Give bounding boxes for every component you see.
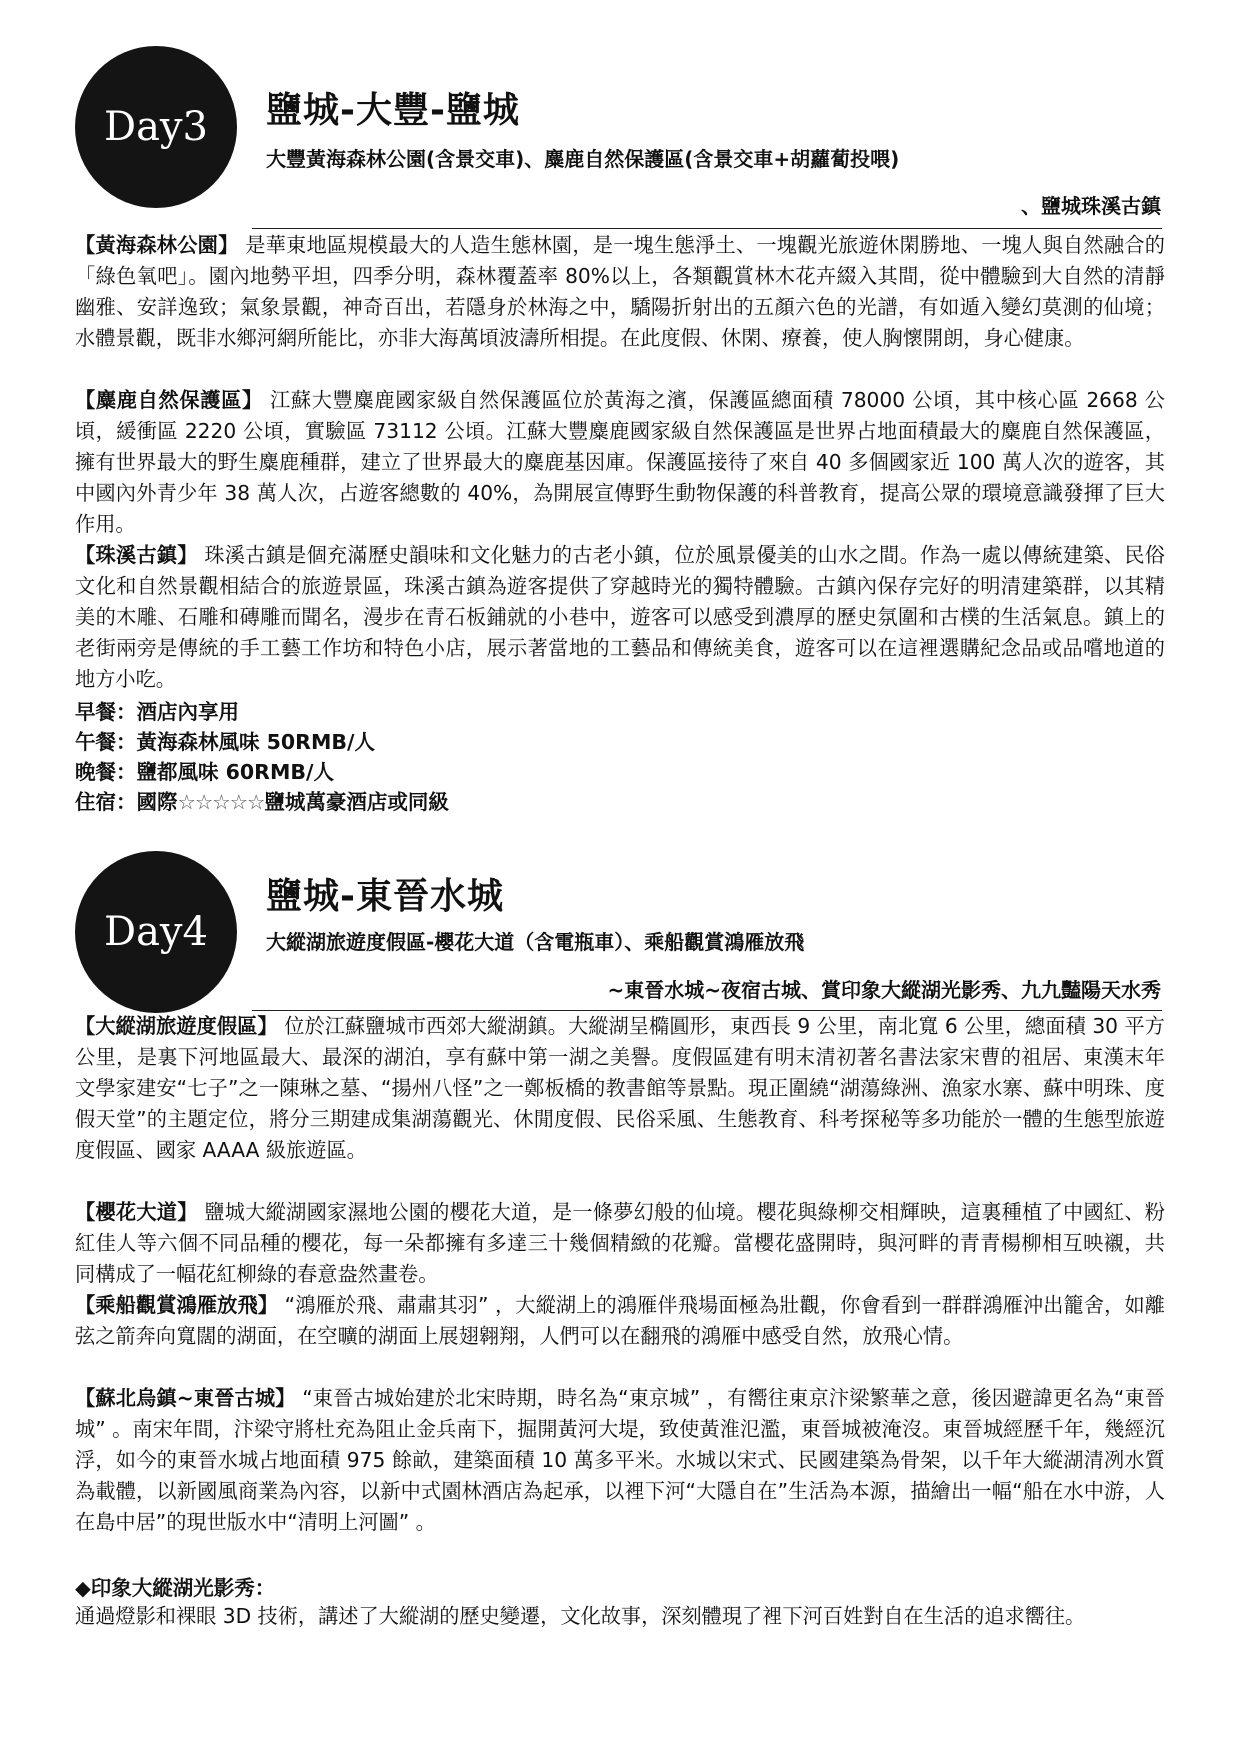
day4-section-sakura bbox=[75, 1197, 1165, 1290]
lodging-prefix: 住宿：國際 bbox=[75, 790, 178, 814]
section-text: “東晉古城始建於北宋時期，時名為“東京城” ，有嚮往東京汴梁繁華之意，後因避諱更名為“東晉城” 。南宋年間，汴梁守將杜充為阻止金兵南下，掘開黃河大堤，致使黃淮氾濫，東晉城被淹沒。東晉城經歷千年，幾經沉浮，如今的東晉水城占地面積 975 餘畝，建築面積 10 萬多平米。水城以宋式、民國建築為骨架，以千年大縱湖清冽水質為載體，以新國風商業為內容，以新中式園林酒店為起承，以裡下河“大隱自在”生活為本源，描繪出一幅“船在水中游，人在島中居”的現世版水中“清明上河圖” 。 bbox=[75, 1386, 1165, 1534]
day3-section-zhuxi bbox=[75, 540, 1165, 695]
day4-section-dongjin bbox=[75, 1383, 1165, 1538]
day3-subtitle-line1: 大豐黃海森林公園(含景交車)、麋鹿自然保護區(含景交車+胡蘿蔔投喂) bbox=[266, 147, 900, 171]
day3-dinner: 晚餐：鹽都風味 60RMB/人 bbox=[75, 760, 334, 784]
section-heading: 【蘇北烏鎮~東晉古城】 bbox=[75, 1386, 296, 1410]
day3-divider bbox=[252, 228, 1162, 229]
day4-show-text: 通過燈影和裸眼 3D 技術，講述了大縱湖的歷史變遷，文化故事，深刻體現了裡下河百姓對自在生活的追求嚮往。 bbox=[75, 1604, 1086, 1628]
section-text: 江蘇大豐麋鹿國家級自然保護區位於黃海之濱，保護區總面積 78000 公頃，其中核心區 2668 公頃，緩衝區 2220 公頃，實驗區 73112 公頃。江蘇大豐麋鹿國家級自然保護區是世界占地面積最大的麋鹿自然保護區，擁有世界最大的野生麋鹿種群，建立了世界最大的麋鹿基因庫。保護區接待了來自 40 多個國家近 100 萬人次的遊客，其中國內外青少年 38 萬人次，占遊客總數的 40%，為開展宣傳野生動物保護的科普教育，提高公眾的環境意識發揮了巨大作用。 bbox=[75, 388, 1165, 536]
day3-section-forest bbox=[75, 230, 1165, 354]
section-text: “鴻雁於飛、肅肅其羽” ，大縱湖上的鴻雁伴飛場面極為壯觀，你會看到一群群鴻雁沖出籠舍，如離弦之箭奔向寬闊的湖面，在空曠的湖面上展翅翱翔，人們可以在翻飛的鴻雁中感受自然，放飛心情。 bbox=[75, 1293, 1165, 1348]
section-text: 是華東地區規模最大的人造生態林園，是一塊生態淨土、一塊觀光旅遊休閑勝地、一塊人與自然融合的「綠色氧吧」。園內地勢平坦，四季分明，森林覆蓋率 80%以上，各類觀賞林木花卉綴入其間，從中體驗到大自然的清靜幽雅、安詳逸致；氣象景觀，神奇百出，若隱身於林海之中，驕陽折射出的五顏六色的光譜，有如遁入變幻莫測的仙境；水體景觀，既非水鄉河網所能比，亦非大海萬頃波濤所相提。在此度假、休閑、療養，使人胸懷開朗，身心健康。 bbox=[75, 233, 1165, 350]
star-rating-icon: ☆☆☆☆☆ bbox=[177, 790, 265, 814]
lodging-suffix: 鹽城萬豪酒店或同級 bbox=[264, 790, 449, 814]
day4-badge: Day4 bbox=[75, 851, 237, 1013]
section-text: 鹽城大縱湖國家濕地公園的櫻花大道，是一條夢幻般的仙境。櫻花與綠柳交相輝映，這裏種植了中國紅、粉紅佳人等六個不同品種的櫻花，每一朵都擁有多達三十幾個精緻的花瓣。當櫻花盛開時，與河畔的青青楊柳相互映襯，共同構成了一幅花紅柳綠的春意盎然畫卷。 bbox=[75, 1200, 1165, 1286]
day3-breakfast: 早餐：酒店內享用 bbox=[75, 700, 239, 724]
section-heading: 【黃海森林公園】 bbox=[75, 233, 239, 257]
section-heading: 【珠溪古鎮】 bbox=[75, 543, 198, 567]
day4-section-dazong bbox=[75, 1011, 1165, 1166]
day4-section-geese bbox=[75, 1290, 1165, 1352]
day3-section-elk bbox=[75, 385, 1165, 540]
section-heading: 【乘船觀賞鴻雁放飛】 bbox=[75, 1293, 279, 1317]
section-heading: 【櫻花大道】 bbox=[75, 1200, 198, 1224]
day4-title: 鹽城-東晉水城 bbox=[266, 876, 504, 917]
day3-subtitle-line2: 、鹽城珠溪古鎮 bbox=[1021, 194, 1161, 218]
section-text: 位於江蘇鹽城市西郊大縱湖鎮。大縱湖呈橢圓形，東西長 9 公里，南北寬 6 公里，總面積 30 平方公里，是裏下河地區最大、最深的湖泊，享有蘇中第一湖之美譽。度假區建有明末清初著名書法家宋曹的祖居、東漢末年文學家建安“七子”之一陳琳之墓、“揚州八怪”之一鄭板橋的教書館等景點。現正圍繞“湖蕩綠洲、漁家水寨、蘇中明珠、度假天堂”的主題定位，將分三期建成集湖蕩觀光、休閒度假、民俗采風、生態教育、科考探秘等多功能於一體的生態型旅遊度假區、國家 AAAA 級旅遊區。 bbox=[75, 1014, 1165, 1162]
day4-subtitle-line2: ~東晉水城~夜宿古城、賞印象大縱湖光影秀、九九豔陽天水秀 bbox=[607, 978, 1161, 1002]
day4-subtitle-line1: 大縱湖旅遊度假區-櫻花大道（含電瓶車）、乘船觀賞鴻雁放飛 bbox=[266, 930, 805, 954]
section-text: 珠溪古鎮是個充滿歷史韻味和文化魅力的古老小鎮，位於風景優美的山水之間。作為一處以傳統建築、民俗文化和自然景觀相結合的旅遊景區，珠溪古鎮為遊客提供了穿越時光的獨特體驗。古鎮內保存完好的明清建築群，以其精美的木雕、石雕和磚雕而聞名，漫步在青石板鋪就的小巷中，遊客可以感受到濃厚的歷史氛圍和古樸的生活氣息。鎮上的老街兩旁是傳統的手工藝工作坊和特色小店，展示著當地的工藝品和傳統美食，遊客可以在這裡選購紀念品或品嚐地道的地方小吃。 bbox=[75, 543, 1165, 691]
day3-lunch: 午餐：黃海森林風味 50RMB/人 bbox=[75, 730, 375, 754]
day3-title: 鹽城-大豐-鹽城 bbox=[266, 90, 520, 131]
section-heading: 【麋鹿自然保護區】 bbox=[75, 388, 263, 412]
section-heading: 【大縱湖旅遊度假區】 bbox=[75, 1014, 278, 1038]
day4-show-title: ◆印象大縱湖光影秀： bbox=[75, 1576, 276, 1600]
day3-badge: Day3 bbox=[75, 46, 237, 208]
day3-lodging bbox=[75, 787, 449, 817]
